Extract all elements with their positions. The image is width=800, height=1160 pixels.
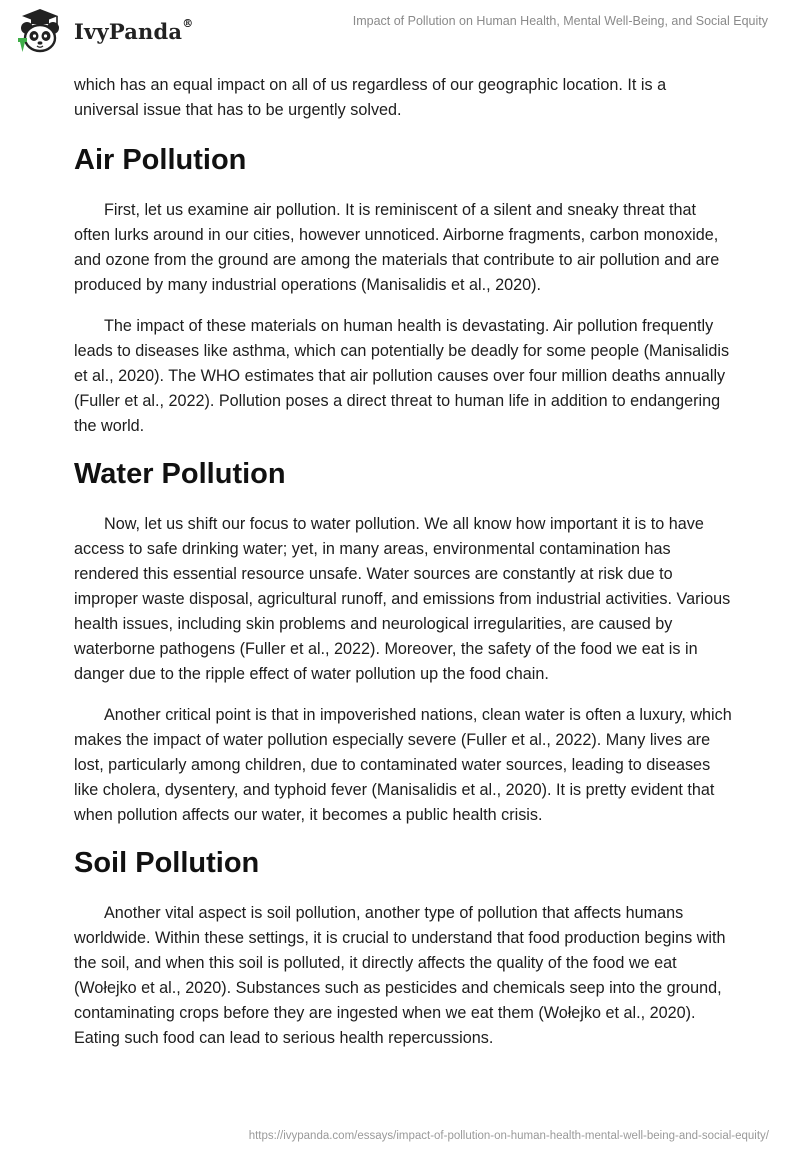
soil-paragraph-1: Another vital aspect is soil pollution, another type of pollution that affects humans worldwide. Within these settings, it is crucial to understand that food production begins with the soil, and when this soil is polluted, it directly affects the quality of the food we eat (Wołejko et al., 2020). Substances such as pesticides and chemicals seep into the ground, contaminating crops before they are ingested when we eat them (Wołejko et al., 2020). Eating such food can lead to serious health repercussions. <box>74 904 726 1047</box>
panda-graduate-icon <box>14 6 66 56</box>
air-paragraph-2: The impact of these materials on human health is devastating. Air pollution frequently leads to diseases like asthma, which can potentially be deadly for some people (Manisalidis et al., 2020). The WHO estimates that air pollution causes over four million deaths annually (Fuller et al., 2022). Pollution poses a direct threat to human life in addition to endangering the world. <box>74 317 730 435</box>
ivypanda-logo[interactable] <box>14 6 193 56</box>
brand-name: IvyPanda® <box>74 16 194 44</box>
heading-soil-pollution: Soil Pollution <box>74 847 260 879</box>
essay-content <box>74 70 734 1051</box>
water-paragraph-1: Now, let us shift our focus to water pollution. We all know how important it is to have access to safe drinking water; yet, in many areas, environmental contamination has rendered this essential resource unsafe. Water sources are constantly at risk due to improper waste disposal, agricultural runoff, and emissions from industrial activities. Various health issues, including skin problems and neurological irregularities, are caused by waterborne pathogens (Fuller et al., 2022). Moreover, the safety of the food we eat is in danger due to the ripple effect of water pollution up the food chain. <box>74 515 731 683</box>
air-paragraph-1: First, let us examine air pollution. It is reminiscent of a silent and sneaky threat that often lurks around in our cities, however unnoticed. Airborne fragments, carbon monoxide, and ozone from the ground are among the materials that contribute to air pollution and are produced by many industrial operations (Manisalidis et al., 2020). <box>74 201 720 294</box>
page-header <box>0 0 800 70</box>
document-title: Impact of Pollution on Human Health, Mental Well-Being, and Social Equity <box>352 14 768 28</box>
heading-water-pollution: Water Pollution <box>74 458 286 490</box>
heading-air-pollution: Air Pollution <box>74 144 247 176</box>
intro-paragraph: which has an equal impact on all of us regardless of our geographic location. It is a universal issue that has to be urgently solved. <box>74 76 667 119</box>
source-url[interactable]: https://ivypanda.com/essays/impact-of-pollution-on-human-health-mental-well-being-and-social-equity/ <box>248 1130 769 1142</box>
water-paragraph-2: Another critical point is that in impoverished nations, clean water is often a luxury, which makes the impact of water pollution especially severe (Fuller et al., 2022). Many lives are lost, particularly among children, due to contaminated water sources, leading to diseases like cholera, dysentery, and typhoid fever (Manisalidis et al., 2020). It is pretty evident that when pollution affects our water, it becomes a public health crisis. <box>74 706 732 824</box>
